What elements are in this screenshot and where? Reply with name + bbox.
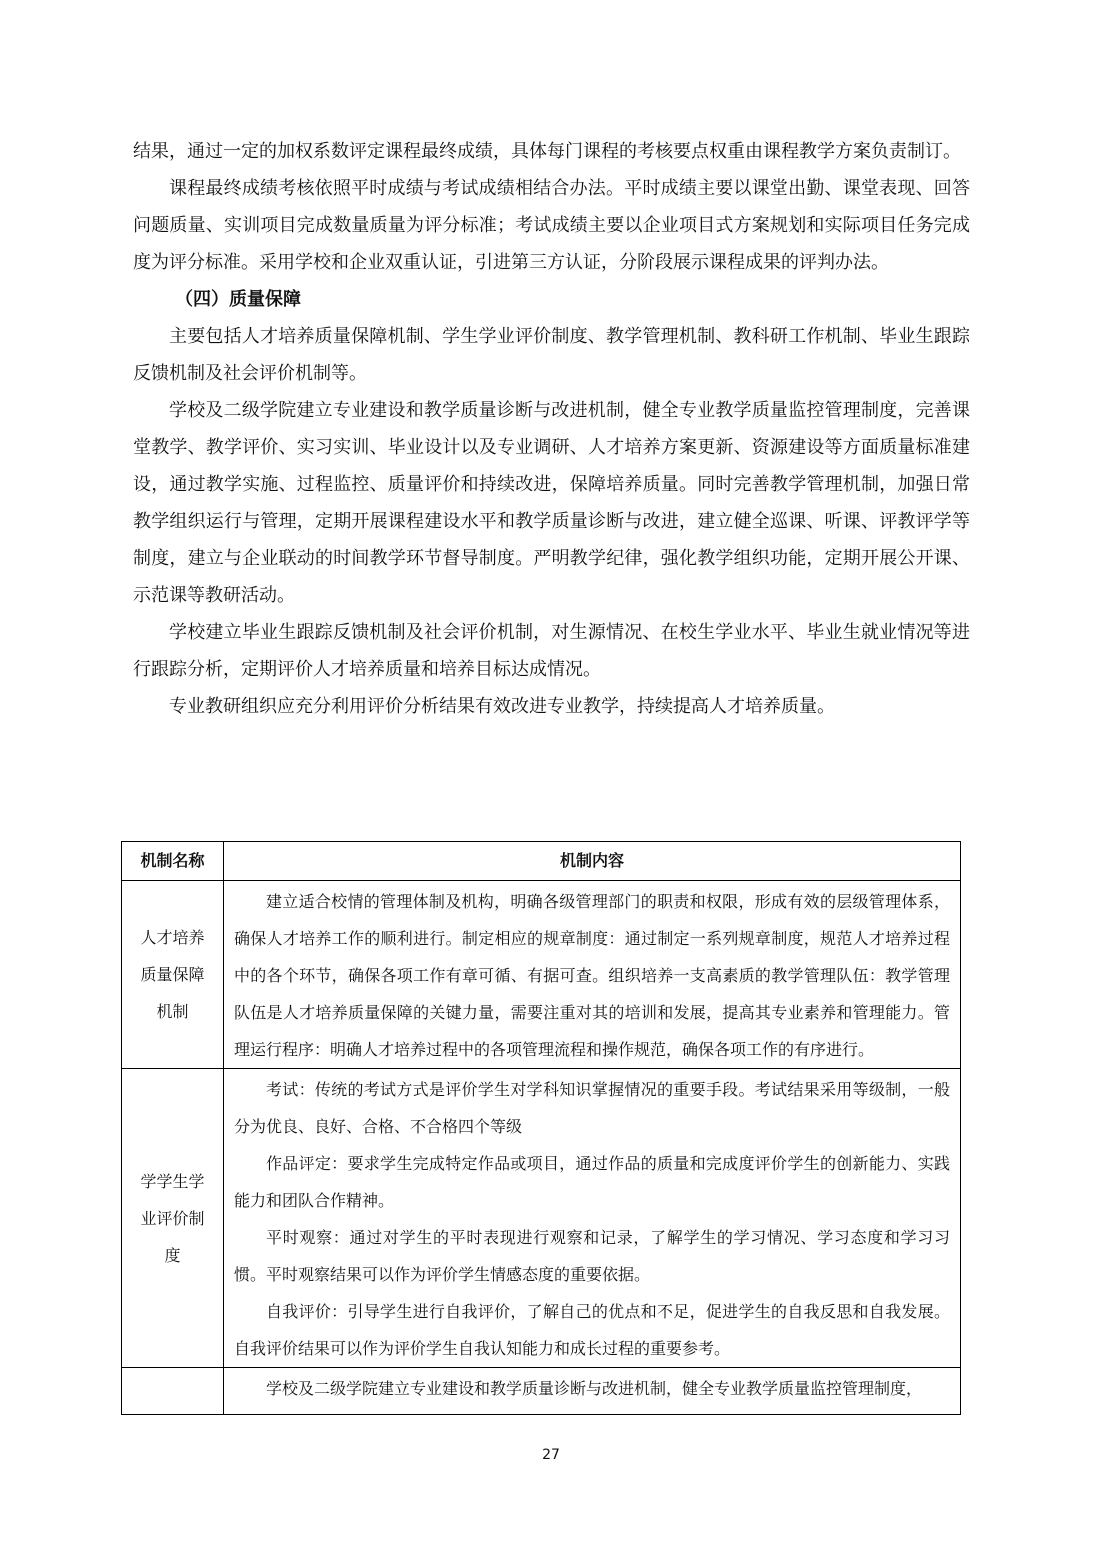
mechanism-name-cell: 人才培养质量保障机制 — [122, 881, 224, 1069]
paragraph-improvement: 专业教研组织应充分利用评价分析结果有效改进专业教学，持续提高人才培养质量。 — [169, 696, 835, 717]
table-row — [122, 1069, 961, 1368]
cell-paragraph: 建立适合校情的管理体制及机构，明确各级管理部门的职责和权限，形成有效的层级管理体系，确保人才培养工作的顺利进行。制定相应的规章制度：通过制定一系列规章制度，规范人才培养过程中的各个环节，确保各项工作有章可循、有据可查。组织培养一支高素质的教学管理队伍：教学管理队伍是人才培养质量保障的关键力量，需要注重对其的培训和发展，提高其专业素养和管理能力。管理运行程序：明确人才培养过程中的各项管理流程和操作规范，确保各项工作的有序进行。 — [234, 892, 950, 1059]
mechanism-content-cell — [224, 1069, 961, 1368]
paragraph-quality-overview: 主要包括人才培养质量保障机制、学生学业评价制度、教学管理机制、教科研工作机制、毕业生跟踪反馈机制及社会评价机制等。 — [133, 326, 970, 384]
cell-paragraph: 作品评定：要求学生完成特定作品或项目，通过作品的质量和完成度评价学生的创新能力、实践能力和团队合作精神。 — [234, 1154, 950, 1210]
cell-paragraph: 考试：传统的考试方式是评价学生对学科知识掌握情况的重要手段。考试结果采用等级制，一般分为优良、良好、合格、不合格四个等级 — [234, 1080, 950, 1136]
mechanism-name-cell — [122, 1368, 224, 1415]
header-mechanism-name: 机制名称 — [122, 842, 224, 881]
mechanism-table-wrapper — [121, 841, 961, 1415]
page-number: 27 — [542, 1447, 560, 1463]
section-heading: （四）质量保障 — [175, 289, 301, 310]
table-row — [122, 881, 961, 1069]
table-header-row — [122, 842, 961, 881]
mechanism-content-cell — [224, 1368, 961, 1415]
document-body — [133, 133, 970, 725]
paragraph-grading-weight: 结果，通过一定的加权系数评定课程最终成绩，具体每门课程的考核要点权重由课程教学方案负责制订。 — [133, 141, 961, 162]
mechanism-table — [121, 841, 961, 1415]
mechanism-content-cell — [224, 881, 961, 1069]
paragraph-final-grade: 课程最终成绩考核依照平时成绩与考试成绩相结合办法。平时成绩主要以课堂出勤、课堂表现、回答问题质量、实训项目完成数量质量为评分标准；考试成绩主要以企业项目式方案规划和实际项目任务完成度为评分标准。采用学校和企业双重认证，引进第三方认证，分阶段展示课程成果的评判办法。 — [133, 178, 970, 273]
mechanism-name-cell: 学学生学业评价制度 — [122, 1069, 224, 1368]
cell-paragraph: 学校及二级学院建立专业建设和教学质量诊断与改进机制，健全专业教学质量监控管理制度， — [266, 1379, 923, 1398]
header-mechanism-content: 机制内容 — [224, 842, 961, 881]
paragraph-quality-mechanism: 学校及二级学院建立专业建设和教学质量诊断与改进机制，健全专业教学质量监控管理制度，完善课堂教学、教学评价、实习实训、毕业设计以及专业调研、人才培养方案更新、资源建设等方面质量标准建设，通过教学实施、过程监控、质量评价和持续改进，保障培养质量。同时完善教学管理机制，加强日常教学组织运行与管理，定期开展课程建设水平和教学质量诊断与改进，建立健全巡课、听课、评教评学等制度，建立与企业联动的时间教学环节督导制度。严明教学纪律，强化教学组织功能，定期开展公开课、示范课等教研活动。 — [133, 400, 970, 606]
cell-paragraph: 平时观察：通过对学生的平时表现进行观察和记录，了解学生的学习情况、学习态度和学习习惯。平时观察结果可以作为评价学生情感态度的重要依据。 — [234, 1228, 950, 1284]
table-row — [122, 1368, 961, 1415]
paragraph-graduate-tracking: 学校建立毕业生跟踪反馈机制及社会评价机制，对生源情况、在校生学业水平、毕业生就业情况等进行跟踪分析，定期评价人才培养质量和培养目标达成情况。 — [133, 622, 970, 680]
cell-paragraph: 自我评价：引导学生进行自我评价，了解自己的优点和不足，促进学生的自我反思和自我发展。自我评价结果可以作为评价学生自我认知能力和成长过程的重要参考。 — [234, 1302, 950, 1358]
